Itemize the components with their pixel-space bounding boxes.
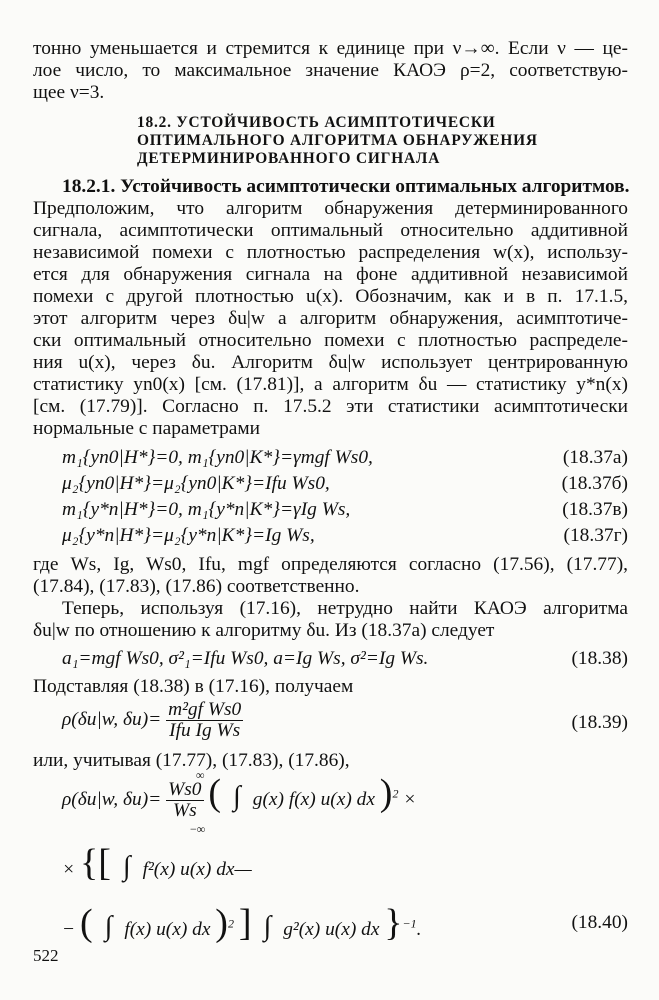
text-line: сигнала, асимптотически оптимальный относительно аддитивной [33,220,628,241]
text-line: нормальные с параметрами [33,418,261,439]
text-line: независимой помехи с плотностью распределения w(x), использу- [33,242,628,263]
text-line: Предположим, что алгоритм обнаружения детерминированного [33,198,628,219]
paren-left: ( [208,771,222,814]
text-line: [см. (17.79)]. Согласно п. 17.5.2 эти статистики асимптотически [33,396,628,417]
integral-icon: ∫ [104,911,113,942]
equation-18-37b: μ₂{yn0|H*}=μ₂{yn0|K*}=Ifu Ws0, [62,473,330,494]
fraction [166,780,203,821]
brace-left: { [79,842,99,884]
equation-18-37g: μ₂{y*n|H*}=μ₂{y*n|K*}=Ig Ws, [62,525,315,546]
equation-18-40-line3: − ( ∫ f(x) u(x) dx )$^2$ ] ∫ g²(x) u(x) dx }$^{-1}$. [62,902,422,944]
equation-number: (18.37б) [561,473,628,494]
text-line: статистику yn0(x) [см. (17.81)], а алгоритм δu — статистику y*n(x) [33,374,628,395]
text-line: щее ν=3. [33,82,105,103]
equation-number: (18.40) [571,912,628,933]
equation-number: (18.39) [571,712,628,733]
section-heading: 18.2. УСТОЙЧИВОСТЬ АСИМПТОТИЧЕСКИ [137,114,496,131]
brace-right: } [384,902,403,944]
text-line: лое число, то максимальное значение КАОЭ ρ=2, соответствую- [33,60,628,81]
integrand: g²(x) u(x) dx [283,919,380,940]
integrand: f²(x) u(x) dx— [142,859,252,880]
integral-upper-limit: ∞ [196,768,205,782]
equation-18-39 [62,700,243,741]
paren-left: ( [79,902,93,944]
section-heading: ДЕТЕРМИНИРОВАННОГО СИГНАЛА [137,150,441,167]
text-line: где Ws, Ig, Ws0, Ifu, mgf определяются согласно (17.56), (17.77), [33,554,628,575]
text-line: тонно уменьшается и стремится к единице при ν→∞. Если ν — це- [33,38,628,59]
integral-lower-limit: −∞ [190,822,206,836]
denominator: Ws [172,800,197,821]
integral-icon: ∫ [122,851,131,882]
rho-lhs: ρ(δu|w, δu)= [62,788,162,810]
equation-18-40-line2: × {[ ∫ f²(x) u(x) dx— [62,842,252,884]
fraction [166,700,243,741]
paren-right: ) [379,771,393,814]
page-number: 522 [33,946,59,965]
text-line: этот алгоритм через δu|w а алгоритм обнаружения, асимптотиче- [33,308,628,329]
equation-number: (18.37в) [562,499,628,520]
bracket-right: ] [238,902,252,944]
text-line: ния u(x), через δu. Алгоритм δu|w использует центрированную [33,352,628,373]
integrand: f(x) u(x) dx [124,919,211,940]
text-line: (17.84), (17.83), (17.86) соответственно. [33,576,360,597]
equation-18-37v: m₁{y*n|H*}=0, m₁{y*n|K*}=γIg Ws, [62,499,351,520]
equation-number: (18.38) [571,648,628,669]
text-line: ски оптимальный относительно помехи с плотностью распределе- [33,330,628,351]
integral-icon: ∫ [233,780,241,812]
equation-18-37a: m₁{yn0|H*}=0, m₁{yn0|K*}=γmgf Ws0, [62,447,373,468]
equation-number: (18.37г) [563,525,628,546]
numerator: m²gf Ws0 [168,699,242,720]
integral-icon: ∫ [263,911,272,942]
denominator: Ifu Ig Ws [169,720,241,741]
text-line: Теперь, используя (17.16), нетрудно найти КАОЭ алгоритма [62,598,628,619]
section-heading: ОПТИМАЛЬНОГО АЛГОРИТМА ОБНАРУЖЕНИЯ [137,132,538,149]
integrand: g(x) f(x) u(x) dx [252,788,375,810]
text-line: Подставляя (18.38) в (17.16), получаем [33,676,354,697]
bracket-left: [ [98,842,111,884]
text-line: помехи с другой плотностью u(x). Обозначим, как и в п. 17.1.5, [33,286,628,307]
text-line: или, учитывая (17.77), (17.83), (17.86), [33,750,350,771]
text-line: ется для обнаружения сигнала на фоне аддитивной независимой [33,264,628,285]
equation-18-40-line1: ρ(δu|w, δu)= $\frac{Ws0}{Ws}$ ( ∫ g(x) f(x) u(x) dx )$^2$ × [62,771,417,821]
rho-lhs: ρ(δu|w, δu)= [62,708,162,730]
equation-number: (18.37а) [562,447,628,468]
equation-18-38: a₁=mgf Ws0, σ²₁=Ifu Ws0, a=Ig Ws, σ²=Ig Ws. [62,648,429,669]
text-line: δu|w по отношению к алгоритму δu. Из (18.37а) следует [33,620,495,641]
subsection-title: 18.2.1. Устойчивость асимптотически оптимальных алгоритмов. [62,176,630,197]
numerator: Ws0 [168,779,202,800]
paren-right: ) [215,902,228,944]
